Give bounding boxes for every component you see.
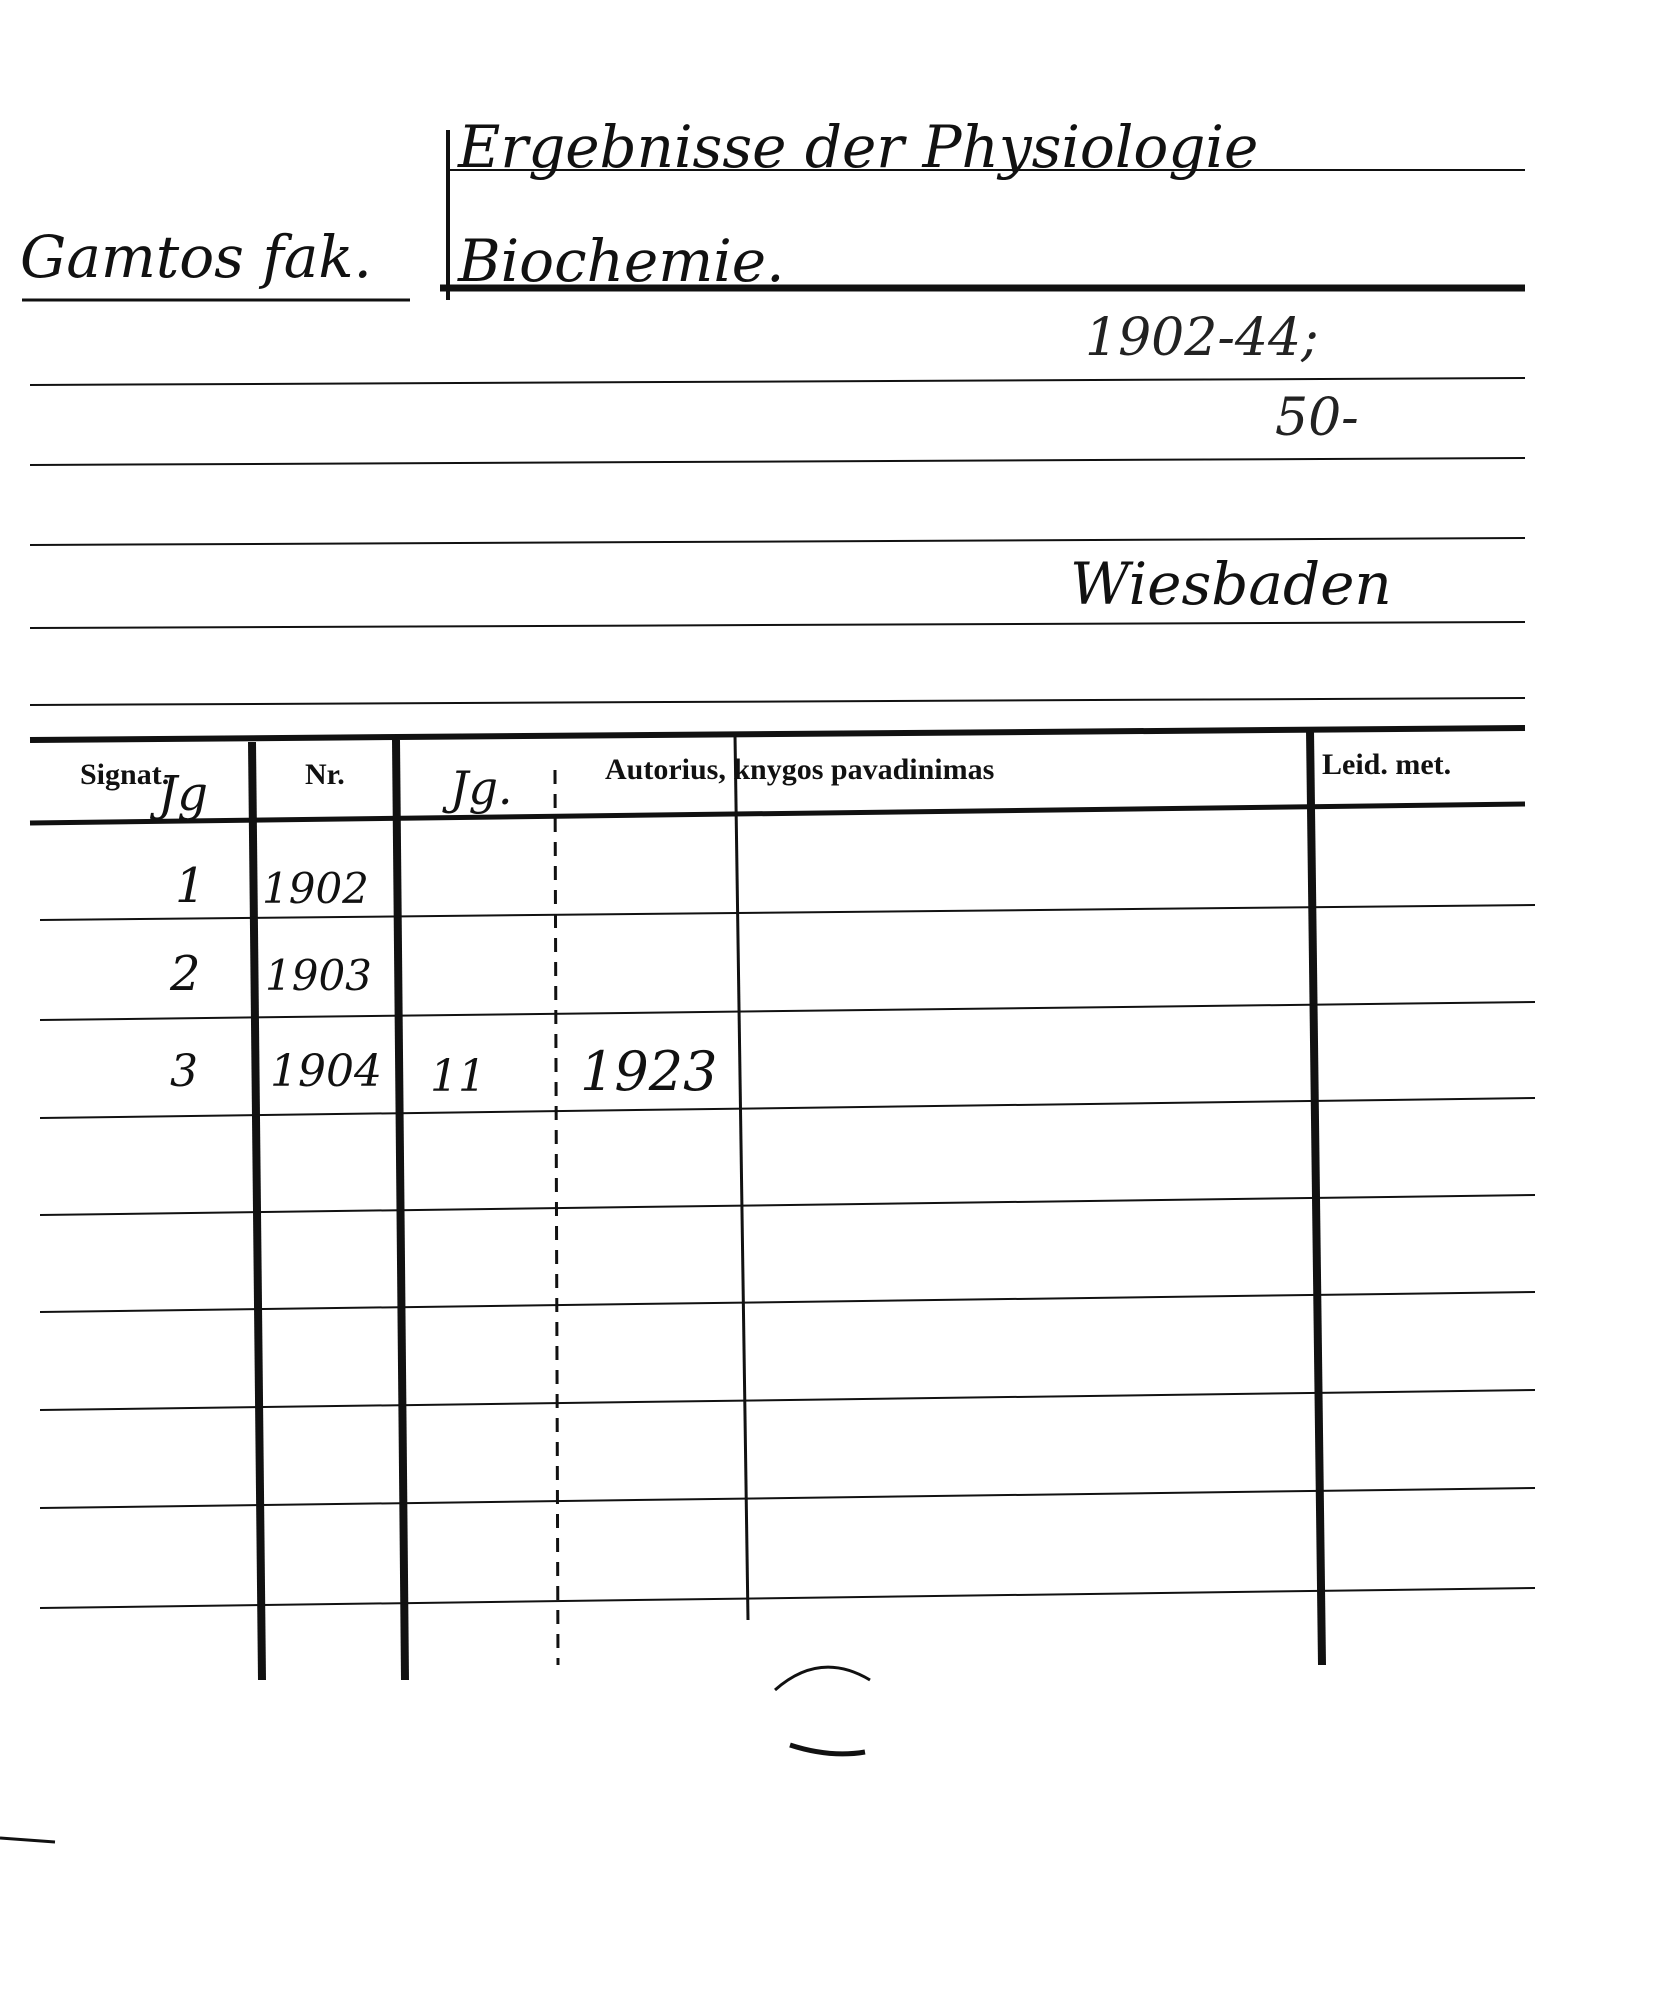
row3-autorius: 1923 [580, 1040, 718, 1103]
ruled-line [30, 538, 1525, 545]
title-line1: Ergebnisse der Physiologie [458, 113, 1259, 181]
years-text: 1902-44; [1085, 308, 1319, 368]
col-divider [252, 742, 262, 1680]
header-signat: Signat. [80, 758, 170, 791]
col-divider-dashed [555, 770, 558, 1665]
header-autorius: Autorius, knygos pavadinimas [605, 753, 995, 786]
ruled-line [30, 622, 1525, 628]
smudge-mark [775, 1667, 870, 1690]
header-nr: Nr. [305, 758, 345, 791]
row2-signat: 2 [170, 946, 201, 1002]
row-line [40, 1292, 1535, 1312]
table-top-rule [30, 728, 1525, 740]
smudge-mark [790, 1745, 865, 1754]
header-leid-met: Leid. met. [1322, 748, 1452, 781]
row-line [40, 1195, 1535, 1215]
row2-nr: 1903 [265, 951, 372, 1000]
title-line2: Biochemie. [458, 227, 785, 295]
header-jg: Jg. [450, 761, 513, 815]
row3-nr: 1904 [270, 1046, 382, 1097]
ruled-line [30, 698, 1525, 705]
ruled-line [30, 458, 1525, 465]
row-line [40, 1098, 1535, 1118]
row-line [40, 1488, 1535, 1508]
row1-signat: 1 [175, 858, 206, 914]
row1-nr: 1902 [262, 864, 369, 913]
ruled-line [30, 378, 1525, 385]
faculty-text: Gamtos fak. [20, 223, 372, 291]
row3-signat: 3 [170, 1046, 198, 1097]
edge-mark [0, 1838, 55, 1842]
col-divider [735, 735, 748, 1620]
row-line [40, 1390, 1535, 1410]
header-overwrite: Jg [158, 766, 208, 822]
row3-jg: 11 [430, 1051, 486, 1102]
place-text: Wiesbaden [1070, 550, 1392, 618]
years-cont-text: 50- [1275, 388, 1359, 448]
